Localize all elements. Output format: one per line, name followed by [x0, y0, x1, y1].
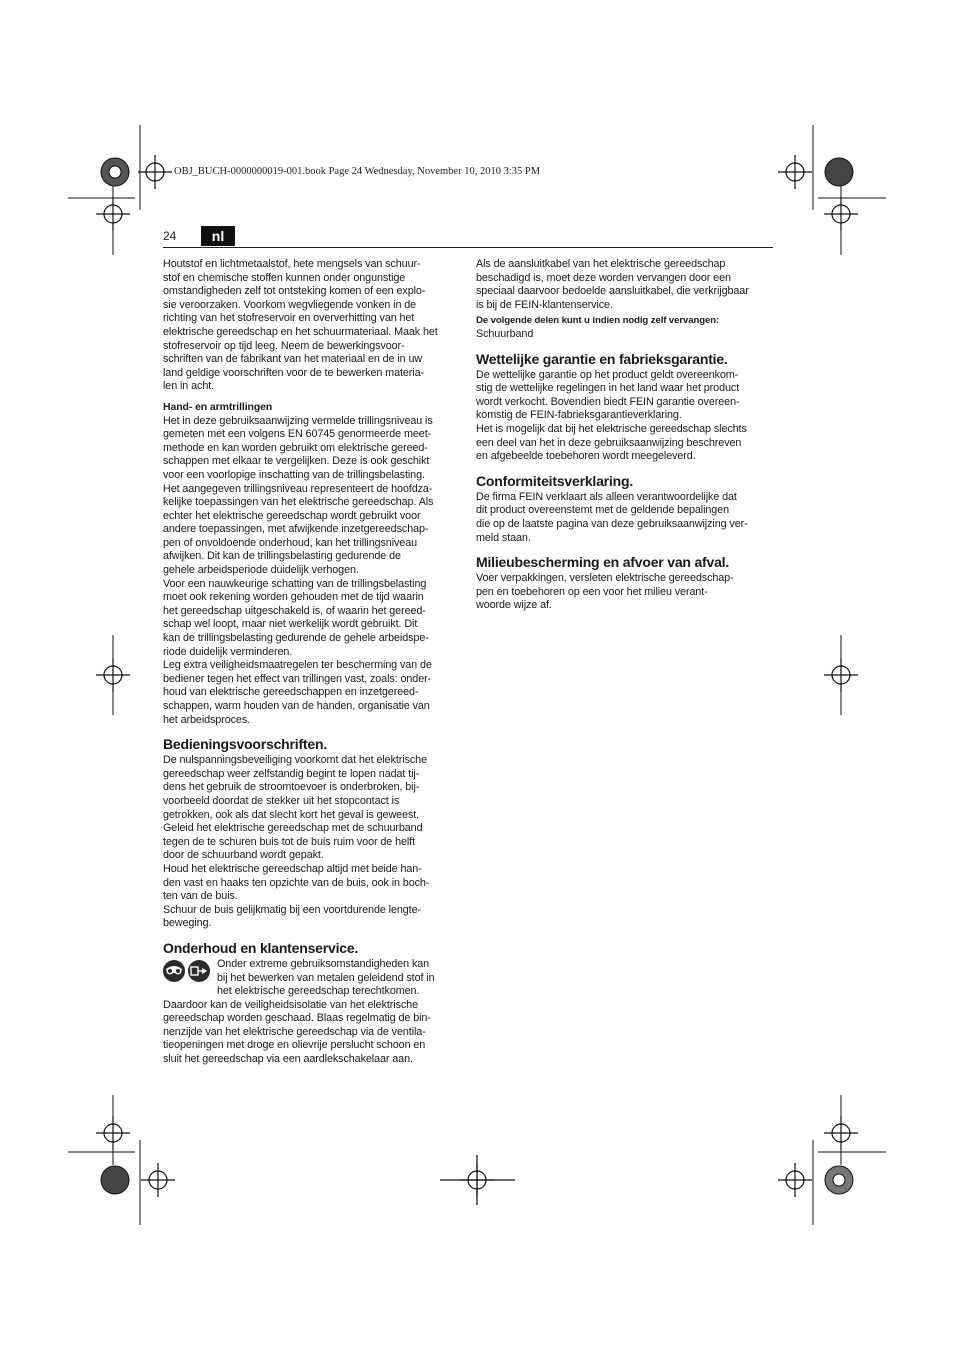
header-rule: [163, 247, 773, 248]
operating-paragraph-4: Schuur de buis gelijkmatig bij een voortdurende lengte- beweging.: [163, 903, 421, 930]
conformity-paragraph: De firma FEIN verklaart als alleen verantwoordelijke dat dit product overeenstemt met de geldende bepalingen die op de laatste pagina van deze gebruiksaanwijzing ver- meld staan.: [476, 490, 748, 544]
right-column: [476, 258, 774, 613]
print-slug: OBJ_BUCH-0000000019-001.book Page 24 Wednesday, November 10, 2010 3:35 PM: [174, 166, 541, 177]
maintenance-icon-text: Onder extreme gebruiksomstandigheden kan bij het bewerken van metalen geleidend stof in het elektrische gereedschap terechtkomen.: [217, 957, 435, 998]
intro-paragraph: Houtstof en lichtmetaalstof, hete mengsels van schuur- stof en chemische stoffen kunnen onder ongunstige omstandigheden zelf tot ontsteking komen of een explo- sie veroorzaken. Voorkom wegvliegende vonken in de richting van het stofreservoir en oververhitting van het elektrische gereedschap en het schuurmateriaal. Maak het stofreservoir op tijd leeg. Neem de bewerkingsvoor- schriften van de fabrikant van het materiaal en de in uw land geldige voorschriften voor de te bewerken materia- len in acht.: [163, 258, 438, 393]
operating-paragraph-1: De nulspanningsbeveiliging voorkomt dat het elektrische gereedschap weer zelfstandig begint te lopen nadat tij- dens het gebruik de stroomtoevoer is onderbroken, bij- voorbeeld doordat de stekker uit het stopcontact is getrokken, ook als dat slecht kort het geval is geweest.: [163, 754, 427, 821]
left-column: [163, 258, 459, 1067]
warranty-heading: Wettelijke garantie en fabrieksgarantie.: [476, 350, 728, 367]
unplug-icon: [188, 960, 210, 982]
operating-paragraph-2: Geleid het elektrische gereedschap met de schuurband tegen de te schuren buis tot de buis ruim voor de helft door de schuurband wordt gepakt.: [163, 822, 423, 862]
parts-item: Schuurband: [476, 327, 534, 340]
cable-paragraph: Als de aansluitkabel van het elektrische gereedschap beschadigd is, moet deze worden vervangen door een speciaal daarvoor bedoelde aansluitkabel, die verkrijgbaar is bij de FEIN-klantenservice.: [476, 258, 749, 311]
environment-paragraph: Voer verpakkingen, versleten elektrische gereedschap- pen en toebehoren op een voor het milieu verant- woorde wijze af.: [476, 572, 734, 612]
page-number: 24: [163, 229, 177, 243]
language-tab: nl: [201, 226, 235, 246]
environment-heading: Milieubescherming en afvoer van afval.: [476, 554, 730, 571]
warranty-paragraph-2: Het is mogelijk dat bij het elektrische gereedschap slechts een deel van het in deze gebruiksaanwijzing beschreven en afgebeelde toebehoren wordt meegeleverd.: [476, 422, 747, 463]
vibration-paragraph-1: Het in deze gebruiksaanwijzing vermelde trillingsniveau is gemeten met een volgens EN 60745 genormeerde meet- methode en kan worden gebruikt om elektrische gereed- schappen met elkaar te vergelijken. Deze is ook geschikt voor een voorlopige inschatting van de trillingsbelasting.: [163, 414, 433, 481]
maintenance-paragraph-2: Daardoor kan de veiligheidsisolatie van het elektrische gereedschap worden geschaad. Blaas regelmatig de bin- nenzijde van het elektrische gereedschap via de ventila- tieopeningen met droge en olievrije perslucht schoon en sluit het gereedschap via een aardlekschakelaar aan.: [163, 998, 431, 1066]
vibration-heading: Hand- en armtrillingen: [163, 400, 273, 413]
eye-protection-icon: [163, 960, 185, 982]
operating-paragraph-3: Houd het elektrische gereedschap altijd met beide han- den vast en haaks ten opzichte van de buis, ook in boch- ten van de buis.: [163, 862, 430, 903]
parts-heading: De volgende delen kunt u indien nodig zelf vervangen:: [476, 315, 720, 327]
vibration-paragraph-4: Leg extra veiligheidsmaatregelen ter bescherming van de bediener tegen het effect van trillingen vast, zoals: onder- houd van elektrische gereedschappen en inzetgereed- schappen, warm houden van de handen, organisatie van het arbeidsproces.: [163, 659, 432, 726]
warranty-paragraph-1: De wettelijke garantie op het product geldt overeenkom- stig de wettelijke regelingen in het land waar het product wordt verkocht. Bovendien biedt FEIN garantie overeen- komstig de FEIN-fabrieksgarantieverklaring.: [476, 368, 740, 422]
maintenance-heading: Onderhoud en klantenservice.: [163, 939, 359, 956]
vibration-paragraph-2: Het aangegeven trillingsniveau representeert de hoofdza- kelijke toepassingen van het elektrische gereedschap. Als echter het elektrische gereedschap wordt gebruikt voor andere toepassingen, met afwijkende inzetgereedschap- pen of onvoldoende onderhoud, kan het trillingsniveau afwijken. Dit kan de trillingsbelasting gedurende de gehele arbeidsperiode duidelijk verhogen.: [163, 482, 434, 577]
maintenance-icon-block: [163, 958, 459, 999]
operating-heading: Bedieningsvoorschriften.: [163, 736, 328, 753]
vibration-paragraph-3: Voor een nauwkeurige schatting van de trillingsbelasting moet ook rekening worden gehouden met de tijd waarin het gereedschap uitgeschakeld is, of waarin het gereed- schap wel loopt, maar niet werkelijk wordt gebruikt. Dit kan de trillingsbelasting gedurende de gehele arbeidspe- riode duidelijk verminderen.: [163, 577, 429, 658]
conformity-heading: Conformiteitsverklaring.: [476, 472, 634, 489]
